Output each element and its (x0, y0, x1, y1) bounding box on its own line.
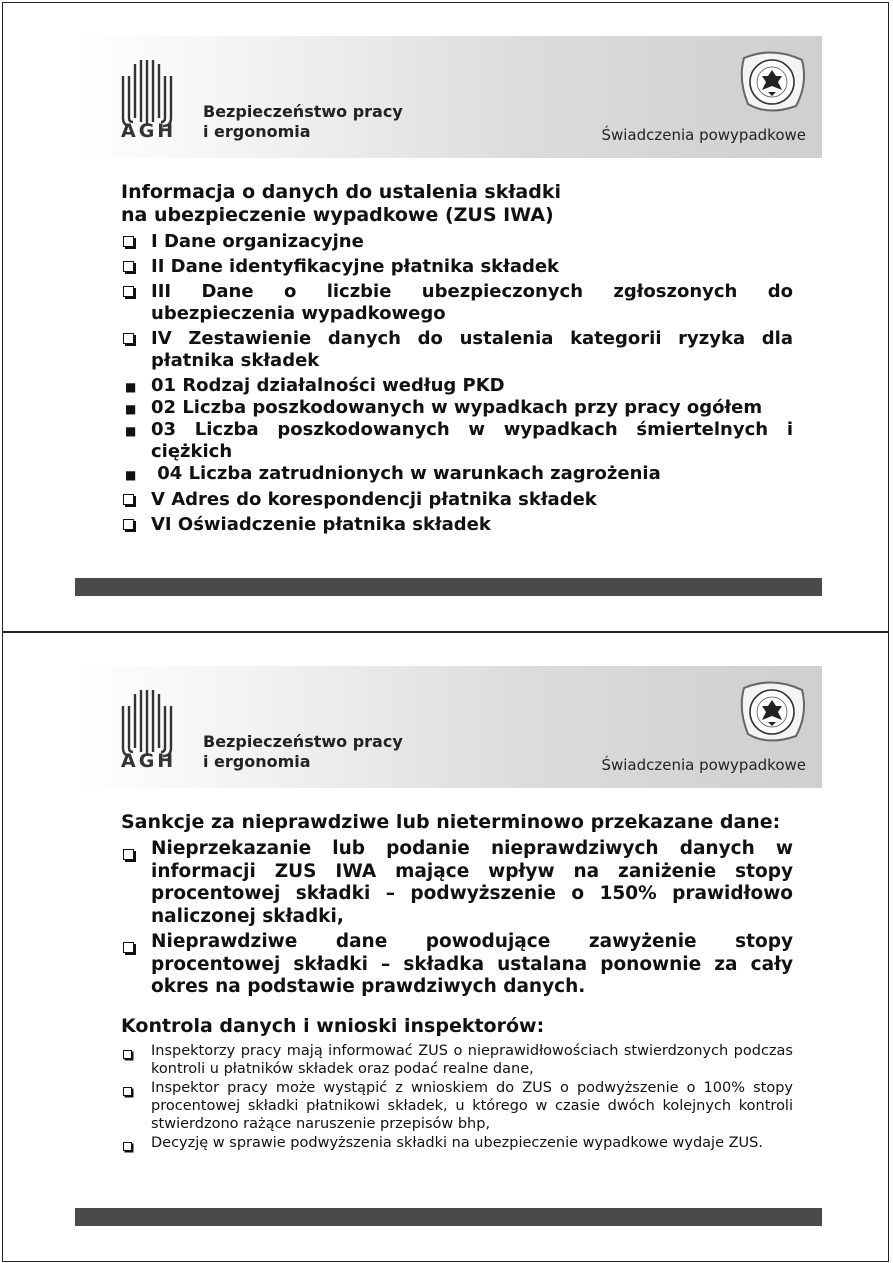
list-item-text: V Adres do korespondencji płatnika składek (151, 489, 597, 510)
slide-1-title-line1: Informacja o danych do ustalenia składki (121, 181, 561, 203)
slide-1-title (121, 181, 793, 227)
checkbox-bullet-icon (123, 844, 134, 867)
checkbox-bullet-icon (123, 1138, 132, 1156)
checkbox-bullet-icon (123, 231, 134, 253)
list-item (121, 1079, 793, 1133)
list-item-text: II Dane identyfikacyjne płatnika składek (151, 256, 560, 277)
footer-bar (75, 578, 822, 596)
slide-2-content (121, 811, 793, 1153)
checkbox-bullet-icon (123, 1046, 132, 1064)
section-label: Świadczenia powypadkowe (601, 756, 806, 774)
list-item (121, 1042, 793, 1078)
course-title-line2: i ergonomia (203, 122, 311, 141)
slide-2 (2, 632, 889, 1262)
course-title-line1: Bezpieczeństwo pracy (203, 102, 403, 121)
slide-1-title-line2: na ubezpieczenie wypadkowe (ZUS IWA) (121, 204, 554, 226)
checkbox-bullet-icon (123, 514, 134, 536)
checkbox-bullet-icon (123, 1083, 132, 1101)
list-item-text: Decyzję w sprawie podwyższenia składki na ubezpieczenie wypadkowe wydaje ZUS. (151, 1134, 763, 1151)
sub-list-item (121, 397, 793, 419)
list-item-text: Inspektor pracy może wystąpić z wnioskiem do ZUS o podwyższenie o 100% stopy procentowej składki płatnikowi składek, u którego w czasie dwóch kolejnych kontroli stwierdzono rażące naruszenie przepisów bhp, (151, 1079, 793, 1132)
square-bullet-icon: ■ (125, 402, 137, 416)
control-heading: Kontrola danych i wnioski inspektorów: (121, 1014, 545, 1037)
sub-list-item (121, 419, 793, 463)
agh-logo-text: AGH (121, 750, 177, 772)
sub-list-item (121, 375, 793, 397)
checkbox-bullet-icon (123, 937, 134, 960)
square-bullet-icon: ■ (125, 380, 137, 394)
list-item (121, 328, 793, 372)
list-item-text: VI Oświadczenie płatnika składek (151, 514, 491, 535)
department-seal-icon (738, 676, 808, 746)
list-item-text: III Dane o liczbie ubezpieczonych zgłoszonych do ubezpieczenia wypadkowego (151, 281, 793, 324)
section-label: Świadczenia powypadkowe (601, 126, 806, 144)
footer-bar (75, 1208, 822, 1226)
sub-list-item-text: 01 Rodzaj działalności według PKD (151, 375, 505, 396)
sub-list-item-text: 02 Liczba poszkodowanych w wypadkach przy pracy ogółem (151, 397, 763, 418)
square-bullet-icon: ■ (125, 468, 137, 482)
course-title (203, 732, 403, 772)
slide-1-content (121, 181, 793, 539)
slide-1 (2, 2, 889, 632)
checkbox-bullet-icon (123, 489, 134, 511)
checkbox-bullet-icon (123, 328, 134, 350)
list-item-text: Inspektorzy pracy mają informować ZUS o nieprawidłowościach stwierdzonych podczas kontroli u płatników składek oraz podać realne dane, (151, 1042, 793, 1077)
checkbox-bullet-icon (123, 256, 134, 278)
list-item (121, 256, 793, 278)
agh-logo-text: AGH (121, 120, 177, 142)
list-item (121, 931, 793, 999)
sub-list-item-text: 04 Liczba zatrudnionych w warunkach zagrożenia (151, 463, 661, 484)
list-item (121, 489, 793, 511)
course-title-line2: i ergonomia (203, 752, 311, 771)
course-title-line1: Bezpieczeństwo pracy (203, 732, 403, 751)
list-item (121, 281, 793, 325)
list-item-text: IV Zestawienie danych do ustalenia kategorii ryzyka dla płatnika składek (151, 328, 793, 371)
sanctions-heading: Sankcje za nieprawdziwe lub nieterminowo przekazane dane: (121, 811, 781, 833)
sub-list-item (121, 463, 793, 485)
list-item-text: Nieprawdziwe dane powodujące zawyżenie stopy procentowej składki – składka ustalana ponownie za cały okres na podstawie prawdziwych danych. (151, 931, 793, 997)
checkbox-bullet-icon (123, 281, 134, 303)
slide-header (75, 36, 822, 158)
list-item (121, 1134, 793, 1152)
list-item (121, 514, 793, 536)
department-seal-icon (738, 46, 808, 116)
list-item-text: I Dane organizacyjne (151, 231, 364, 252)
list-item (121, 231, 793, 253)
square-bullet-icon: ■ (125, 424, 137, 438)
slide-header (75, 666, 822, 788)
list-item (121, 838, 793, 928)
course-title (203, 102, 403, 142)
list-item-text: Nieprzekazanie lub podanie nieprawdziwych danych w informacji ZUS IWA mające wpływ na zaniżenie stopy procentowej składki – podwyższenie o 150% prawidłowo naliczonej składki, (151, 838, 793, 927)
sub-list-item-text: 03 Liczba poszkodowanych w wypadkach śmiertelnych i ciężkich (151, 419, 793, 462)
